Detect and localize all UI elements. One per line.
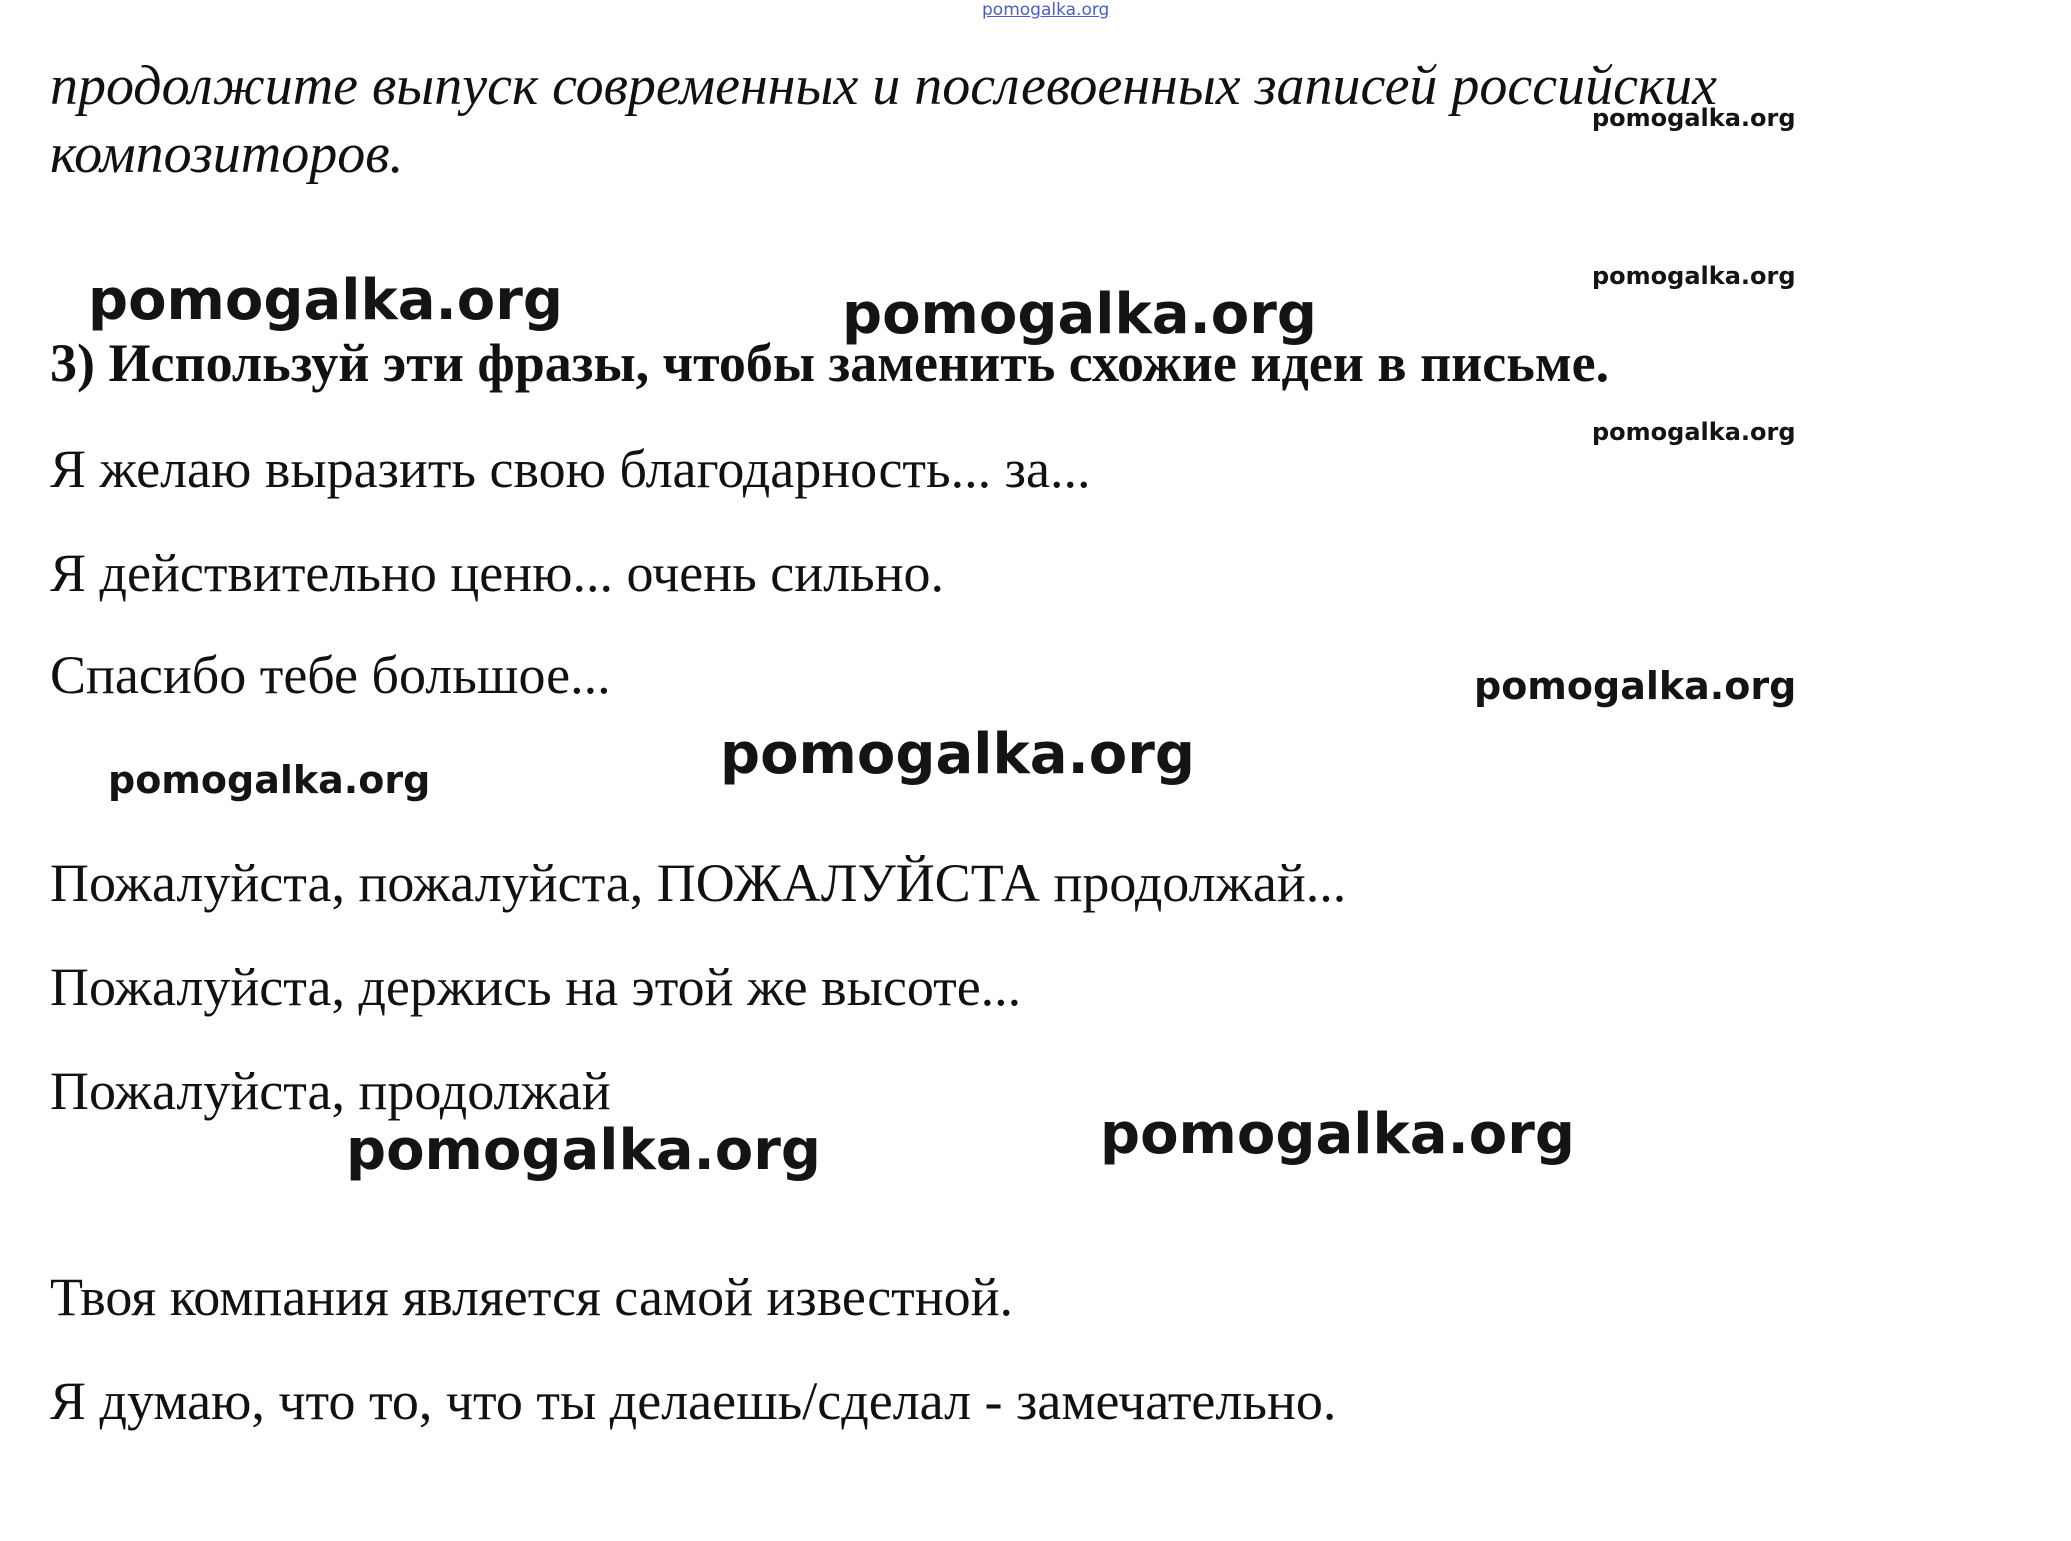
watermark-medium: pomogalka.org — [108, 758, 431, 802]
watermark-large: pomogalka.org — [1100, 1102, 1575, 1167]
section-heading: 3) Используй эти фразы, чтобы заменить схожие идеи в письме. — [50, 333, 1610, 393]
watermark-medium: pomogalka.org — [1474, 664, 1797, 708]
phrase-line: Я действительно ценю... очень сильно. — [50, 543, 945, 603]
watermark-small: pomogalka.org — [1592, 104, 1796, 132]
watermark-large: pomogalka.org — [346, 1118, 821, 1183]
watermark-small: pomogalka.org — [1592, 262, 1796, 290]
phrase-line: Пожалуйста, пожалуйста, ПОЖАЛУЙСТА продолжай... — [50, 853, 1347, 913]
phrase-line: Пожалуйста, держись на этой же высоте... — [50, 957, 1022, 1017]
top-watermark-link[interactable]: pomogalka.org — [982, 0, 1110, 20]
phrase-line: Я думаю, что то, что ты делаешь/сделал - замечательно. — [50, 1371, 1337, 1431]
watermark-large: pomogalka.org — [88, 268, 563, 333]
phrase-line: Я желаю выразить свою благодарность... за... — [50, 439, 1091, 499]
phrase-line: Пожалуйста, продолжай — [50, 1061, 611, 1121]
watermark-large: pomogalka.org — [720, 722, 1195, 787]
phrase-line: Твоя компания является самой известной. — [50, 1267, 1014, 1327]
intro-paragraph: продолжите выпуск современных и послевоенных записей российских композиторов. — [50, 55, 1718, 185]
phrase-line: Спасибо тебе большое... — [50, 645, 611, 705]
watermark-small: pomogalka.org — [1592, 418, 1796, 446]
watermark-large: pomogalka.org — [842, 282, 1317, 347]
